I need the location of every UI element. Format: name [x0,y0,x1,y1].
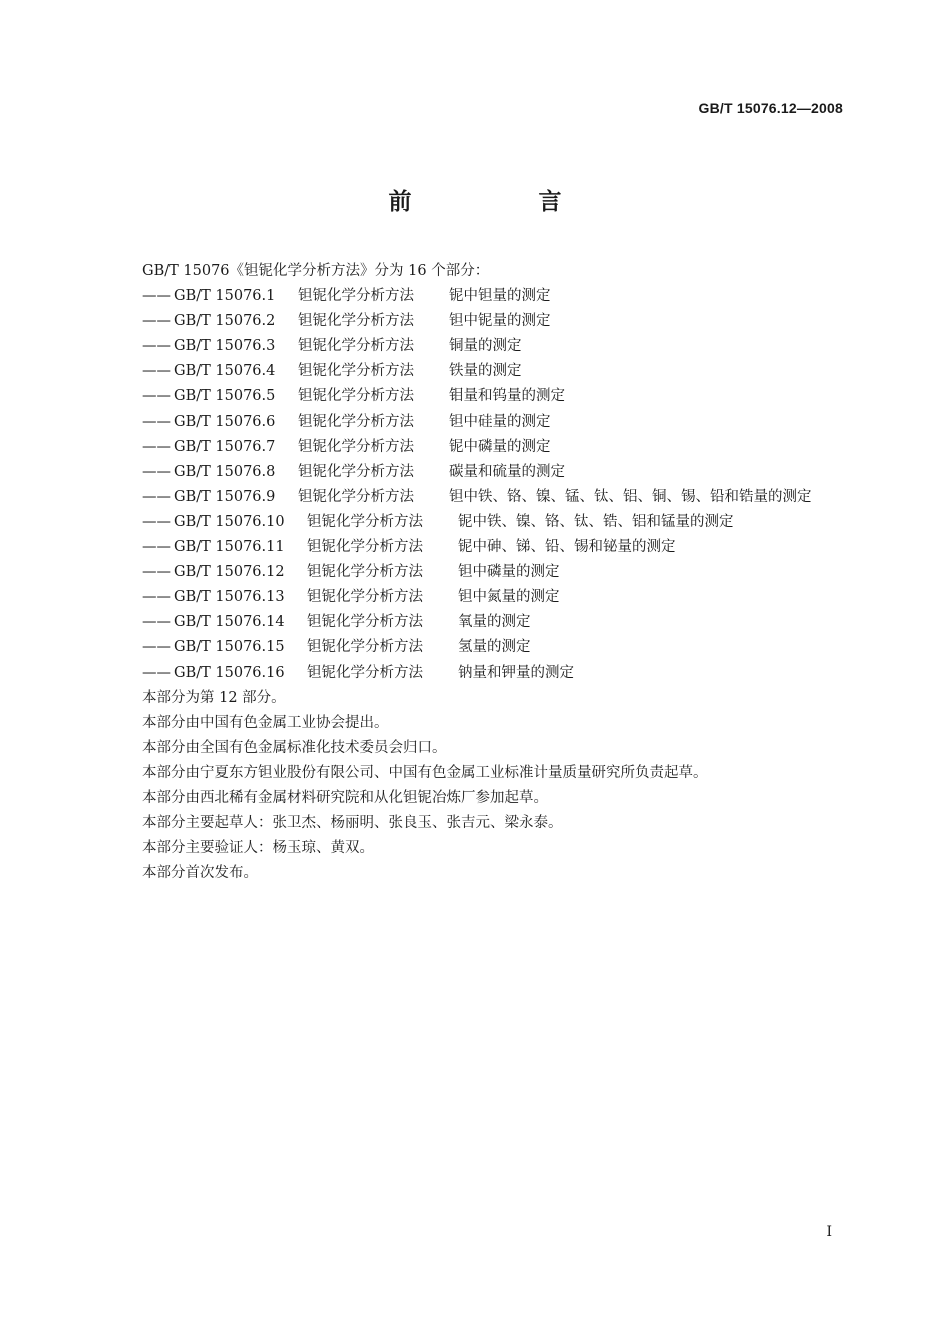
part-item [142,585,842,610]
statement-text: 本部分主要验证人：杨玉琼、黄双。 [142,840,374,857]
page-number: I [826,1224,832,1240]
item-dash: —— [142,539,171,556]
page-title: 前 言 [388,189,614,215]
item-code: GB/T 15076.1 [174,288,276,305]
item-code: GB/T 15076.13 [174,589,285,606]
statement-text: 本部分由西北稀有金属材料研究院和从化钽铌冶炼厂参加起草。 [142,789,548,806]
item-subject: 铁量的测定 [449,363,522,380]
item-dash: —— [142,664,171,681]
item-code: GB/T 15076.15 [174,639,285,656]
item-dash: —— [142,413,171,430]
item-dash: —— [142,338,171,355]
item-subject: 碳量和硫量的测定 [449,463,565,480]
part-item [142,510,842,535]
item-code: GB/T 15076.7 [174,438,276,455]
item-code: GB/T 15076.11 [174,539,285,556]
item-subject: 氢量的测定 [458,639,531,656]
item-method: 钽铌化学分析方法 [298,313,414,330]
item-code: GB/T 15076.12 [174,564,285,581]
item-dash: —— [142,388,171,405]
item-method: 钽铌化学分析方法 [298,438,414,455]
item-method: 钽铌化学分析方法 [298,463,414,480]
item-method: 钽铌化学分析方法 [307,664,423,681]
item-code: GB/T 15076.2 [174,313,276,330]
statement-text: 本部分主要起草人：张卫杰、杨丽明、张良玉、张吉元、梁永泰。 [142,815,563,832]
item-subject: 铌中铁、镍、铬、钛、锆、铝和锰量的测定 [458,513,734,530]
statement-text: 本部分首次发布。 [142,865,258,882]
item-dash: —— [142,589,171,606]
item-subject: 铌中砷、锑、铅、锡和铋量的测定 [458,539,676,556]
statement-text: 本部分由宁夏东方钽业股份有限公司、中国有色金属工业标准计量质量研究所负责起草。 [142,764,708,781]
statement-text: 本部分由全国有色金属标准化技术委员会归口。 [142,739,447,756]
intro-text: GB/T 15076《钽铌化学分析方法》分为 16 个部分： [142,263,490,279]
item-method: 钽铌化学分析方法 [298,488,414,505]
item-subject: 钽中磷量的测定 [458,564,560,581]
item-subject: 铌中磷量的测定 [449,438,551,455]
item-method: 钽铌化学分析方法 [298,338,414,355]
part-item [142,661,842,686]
item-code: GB/T 15076.6 [174,413,276,430]
item-dash: —— [142,639,171,656]
item-dash: —— [142,438,171,455]
item-code: GB/T 15076.14 [174,614,285,631]
item-method: 钽铌化学分析方法 [307,589,423,606]
item-method: 钽铌化学分析方法 [307,614,423,631]
part-item [142,560,842,585]
item-method: 钽铌化学分析方法 [307,513,423,530]
standard-code-header: GB/T 15076.12—2008 [698,100,843,116]
part-item [142,309,842,334]
item-method: 钽铌化学分析方法 [307,639,423,656]
statements [142,686,842,887]
item-method: 钽铌化学分析方法 [298,363,414,380]
statement-text: 本部分由中国有色金属工业协会提出。 [142,714,389,731]
item-subject: 钽中铁、铬、镍、锰、钛、铝、铜、锡、铅和锆量的测定 [449,488,812,505]
item-code: GB/T 15076.4 [174,363,276,380]
item-subject: 氧量的测定 [458,614,531,631]
part-item [142,610,842,635]
part-item [142,485,842,510]
item-dash: —— [142,614,171,631]
item-subject: 钠量和钾量的测定 [458,664,574,681]
item-code: GB/T 15076.16 [174,664,285,681]
item-dash: —— [142,288,171,305]
item-dash: —— [142,488,171,505]
item-code: GB/T 15076.9 [174,488,276,505]
item-method: 钽铌化学分析方法 [307,564,423,581]
part-item [142,635,842,660]
part-item [142,410,842,435]
part-item [142,284,842,309]
item-method: 钽铌化学分析方法 [307,539,423,556]
statement-text: 本部分为第 12 部分。 [142,689,286,706]
item-code: GB/T 15076.3 [174,338,276,355]
part-item [142,334,842,359]
item-subject: 钽中硅量的测定 [449,413,551,430]
part-item [142,535,842,560]
item-subject: 铌中钽量的测定 [449,288,551,305]
item-dash: —— [142,564,171,581]
item-dash: —— [142,463,171,480]
item-dash: —— [142,513,171,530]
item-method: 钽铌化学分析方法 [298,413,414,430]
item-subject: 钼量和钨量的测定 [449,388,565,405]
part-item [142,384,842,409]
foreword-body [142,259,842,886]
item-code: GB/T 15076.5 [174,388,276,405]
item-method: 钽铌化学分析方法 [298,288,414,305]
item-dash: —— [142,363,171,380]
item-subject: 铜量的测定 [449,338,522,355]
item-method: 钽铌化学分析方法 [298,388,414,405]
parts-list [142,284,842,686]
item-dash: —— [142,313,171,330]
part-item [142,460,842,485]
part-item [142,435,842,460]
item-subject: 钽中氮量的测定 [458,589,560,606]
part-item [142,359,842,384]
item-subject: 钽中铌量的测定 [449,313,551,330]
item-code: GB/T 15076.10 [174,513,285,530]
item-code: GB/T 15076.8 [174,463,276,480]
